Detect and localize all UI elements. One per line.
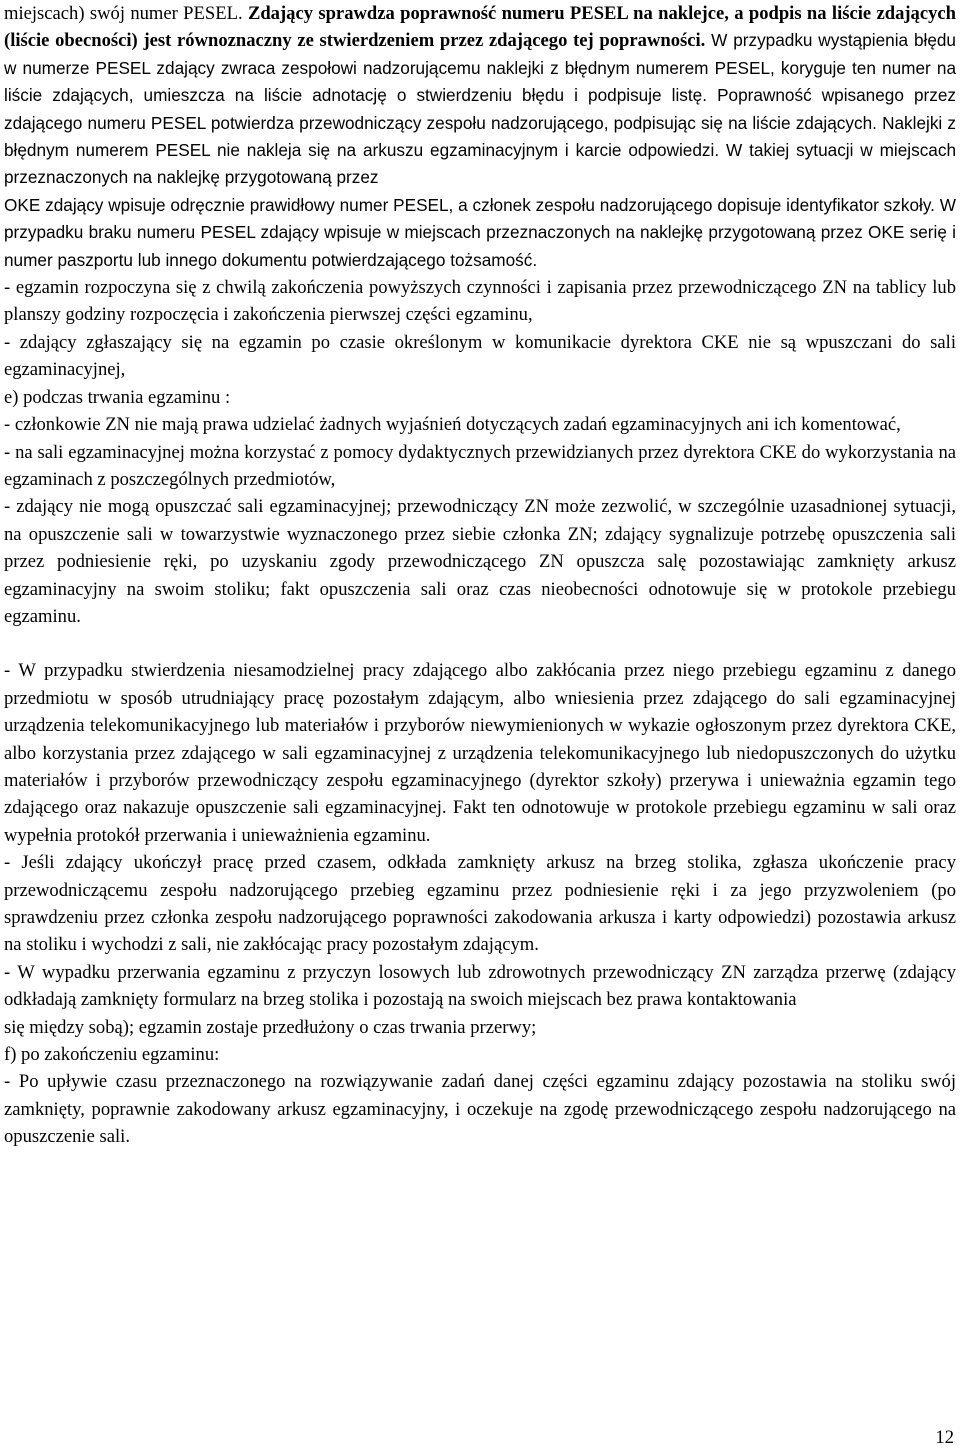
- paragraph-no-explanations: - członkowie ZN nie mają prawa udzielać żadnych wyjaśnień dotyczących zadań egzaminacyjnych ani ich komentować,: [4, 414, 901, 436]
- section-heading-during-exam: e) podczas trwania egzaminu :: [4, 386, 231, 408]
- pesel-sticker-text: Naklejki z błędnym numerem PESEL nie nakleja się na arkuszu egzaminacyjnym i karcie odpowiedzi.: [4, 112, 956, 161]
- document-page: [4, 0, 956, 1151]
- paragraph-late-arrivals: - zdający zgłaszający się na egzamin po czasie określonym w komunikacie dyrektora CKE nie są wpuszczani do sali egzaminacyjnej,: [4, 331, 956, 381]
- pesel-handwrite-text: OKE zdający wpisuje odręcznie prawidłowy numer PESEL, a członek zespołu nadzorującego dopisuje identyfikator szkoły. W przypadku braku numeru PESEL zdający wpisuje w miejscach przeznaczonych na naklejkę przygotowaną przez OKE serię i numer paszportu lub innego dokumentu potwierdzającego tożsamość.: [4, 194, 956, 270]
- page-number: 12: [935, 1427, 954, 1448]
- pesel-verification-bold: Zdający sprawdza poprawność numeru PESEL na naklejce, a podpis na liście zdających (liście obecności) jest równoznaczny ze stwierdzeniem przez zdającego tej poprawności.: [4, 3, 957, 52]
- paragraph-pesel-verification: [4, 0, 956, 274]
- paragraph-time-up: - Po upływie czasu przeznaczonego na rozwiązywanie zadań danej części egzaminu zdający pozostawia na stoliku swój zamknięty, poprawnie zakodowany arkusz egzaminacyjny, i oczekuje na zgodę przewodniczącego zespołu nadzorującego na opuszczenie sali.: [4, 1071, 956, 1148]
- paragraph-exam-start: - egzamin rozpoczyna się z chwilą zakończenia powyższych czynności i zapisania przez przewodniczącego ZN na tablicy lub planszy godziny rozpoczęcia i zakończenia pierwszej części egzaminu,: [4, 277, 956, 326]
- pesel-confirmation-text: Poprawność wpisanego przez zdającego numeru PESEL potwierdza przewodniczący zespołu nadzorującego, podpisując się na liście zdających.: [4, 85, 956, 133]
- paragraph-exam-annulment: - W przypadku stwierdzenia niesamodzielnej pracy zdającego albo zakłócania przez niego przebiegu egzaminu z danego przedmiotu w sposób utrudniający pracę pozostałym zdającym, albo wniesienia przez zdającego do sali egzaminacyjnej urządzenia telekomunikacyjnego lub materiałów i przyborów niewymienionych w wykazie ogłoszonym przez dyrektora CKE, albo korzystania przez zdającego w sali egzaminacyjnej z urządzenia telekomunikacyjnego lub niedopuszczonych do użytku materiałów i przyborów przewodniczący zespołu egzaminacyjnego (dyrektor szkoły) przerywa i unieważnia egzamin tego zdającego oraz nakazuje opuszczenie sali egzaminacyjnej. Fakt ten odnotowuje w protokole przebiegu egzaminu w sali oraz wypełnia protokół przerwania i unieważnienia egzaminu.: [4, 660, 956, 846]
- paragraph-leaving-room: - zdający nie mogą opuszczać sali egzaminacyjnej; przewodniczący ZN może zezwolić, w szczególnie uzasadnionej sytuacji, na opuszczenie sali w towarzystwie wyznaczonego przez siebie członka ZN; zdający sygnalizuje potrzebę opuszczenia sali przez podniesienie ręki, po uzyskaniu zgody przewodniczącego ZN opuszcza salę pozostawiając zamknięty arkusz egzaminacyjny na swoim stoliku; fakt opuszczenia sali oraz czas nieobecności odnotowuje się w protokole przebiegu egzaminu.: [4, 496, 956, 627]
- pesel-intro-text: miejscach) swój numer PESEL.: [4, 3, 248, 24]
- paragraph-teaching-aids: - na sali egzaminacyjnej można korzystać z pomocy dydaktycznych przewidzianych przez dyrektora CKE do wykorzystania na egzaminach z poszczególnych przedmiotów,: [4, 441, 956, 490]
- paragraph-break-extension: się między sobą); egzamin zostaje przedłużony o czas trwania przerwy;: [4, 1016, 537, 1038]
- pesel-handwrite-intro: W takiej sytuacji w miejscach przeznaczonych na naklejkę przygotowaną przez: [4, 140, 957, 188]
- pesel-error-text: W przypadku wystąpienia błędu w numerze PESEL zdający zwraca zespołowi nadzorującemu naklejki z błędnym numerem PESEL, koryguje ten numer na liście zdających, umieszcza na liście adnotację o stwierdzeniu błędu i podpisuje listę.: [4, 30, 956, 106]
- paragraph-exam-break: - W wypadku przerwania egzaminu z przyczyn losowych lub zdrowotnych przewodniczący ZN zarządza przerwę (zdający odkładają zamknięty formularz na brzeg stolika i pozostają na swoich miejscach bez prawa kontaktowania: [4, 961, 956, 1011]
- paragraph-early-finish: - Jeśli zdający ukończył pracę przed czasem, odkłada zamknięty arkusz na brzeg stolika, zgłasza ukończenie pracy przewodniczącemu zespołu nadzorującego przebieg egzaminu przez podniesienie ręki i za jego przyzwoleniem (po sprawdzeniu przez członka zespołu nadzorującego poprawności zakodowania arkusza i karty odpowiedzi) pozostawia arkusz na stoliku i wychodzi z sali, nie zakłócając pracy pozostałym zdającym.: [4, 852, 956, 956]
- section-heading-after-exam: f) po zakończeniu egzaminu:: [4, 1044, 220, 1066]
